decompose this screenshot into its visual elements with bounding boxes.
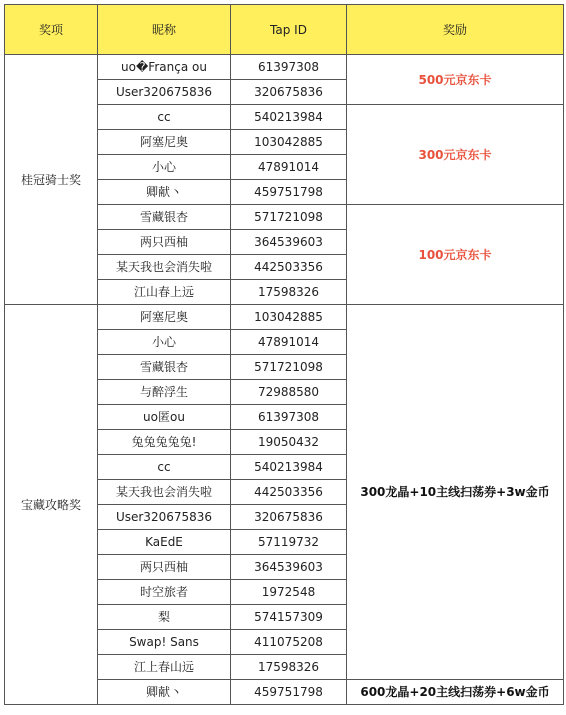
tap-id-cell: 364539603 xyxy=(231,555,347,580)
nickname-cell: 江上春山远 xyxy=(98,655,231,680)
nickname-cell: 小心 xyxy=(98,330,231,355)
nickname-cell: 时空旅者 xyxy=(98,580,231,605)
tap-id-cell: 574157309 xyxy=(231,605,347,630)
tap-id-cell: 540213984 xyxy=(231,105,347,130)
category-cell: 桂冠骑士奖 xyxy=(5,55,98,305)
header-tap-id: Tap ID xyxy=(231,5,347,55)
nickname-cell: 两只西柚 xyxy=(98,230,231,255)
tap-id-cell: 571721098 xyxy=(231,205,347,230)
nickname-cell: 梨 xyxy=(98,605,231,630)
tap-id-cell: 320675836 xyxy=(231,505,347,530)
nickname-cell: 小心 xyxy=(98,155,231,180)
reward-cell: 100元京东卡 xyxy=(347,205,564,305)
nickname-cell: 某天我也会消失啦 xyxy=(98,480,231,505)
tap-id-cell: 47891014 xyxy=(231,155,347,180)
nickname-cell: 江山春上远 xyxy=(98,280,231,305)
nickname-cell: uo�França ou xyxy=(98,55,231,80)
tap-id-cell: 411075208 xyxy=(231,630,347,655)
nickname-cell: 阿塞尼奥 xyxy=(98,305,231,330)
nickname-cell: 卿献丶 xyxy=(98,180,231,205)
tap-id-cell: 72988580 xyxy=(231,380,347,405)
header-nickname: 昵称 xyxy=(98,5,231,55)
tap-id-cell: 459751798 xyxy=(231,180,347,205)
tap-id-cell: 61397308 xyxy=(231,55,347,80)
header-row xyxy=(5,5,564,55)
tap-id-cell: 459751798 xyxy=(231,680,347,705)
nickname-cell: uo匿ou xyxy=(98,405,231,430)
table-row xyxy=(5,305,564,330)
header-category: 奖项 xyxy=(5,5,98,55)
nickname-cell: User320675836 xyxy=(98,505,231,530)
category-cell: 宝藏攻略奖 xyxy=(5,305,98,705)
reward-cell: 500元京东卡 xyxy=(347,55,564,105)
tap-id-cell: 17598326 xyxy=(231,655,347,680)
tap-id-cell: 17598326 xyxy=(231,280,347,305)
nickname-cell: 阿塞尼奥 xyxy=(98,130,231,155)
nickname-cell: 与醉浮生 xyxy=(98,380,231,405)
tap-id-cell: 540213984 xyxy=(231,455,347,480)
reward-cell: 600龙晶+20主线扫荡券+6w金币 xyxy=(347,680,564,705)
tap-id-cell: 320675836 xyxy=(231,80,347,105)
header-reward: 奖励 xyxy=(347,5,564,55)
nickname-cell: 兔兔兔兔兔! xyxy=(98,430,231,455)
tap-id-cell: 103042885 xyxy=(231,305,347,330)
tap-id-cell: 57119732 xyxy=(231,530,347,555)
table-body xyxy=(5,55,564,705)
tap-id-cell: 364539603 xyxy=(231,230,347,255)
nickname-cell: 雪藏银杏 xyxy=(98,355,231,380)
reward-cell: 300龙晶+10主线扫荡券+3w金币 xyxy=(347,305,564,680)
tap-id-cell: 1972548 xyxy=(231,580,347,605)
tap-id-cell: 442503356 xyxy=(231,480,347,505)
tap-id-cell: 442503356 xyxy=(231,255,347,280)
tap-id-cell: 103042885 xyxy=(231,130,347,155)
nickname-cell: 卿献丶 xyxy=(98,680,231,705)
nickname-cell: Swap! Sans xyxy=(98,630,231,655)
nickname-cell: cc xyxy=(98,455,231,480)
reward-table xyxy=(4,4,564,705)
reward-cell: 300元京东卡 xyxy=(347,105,564,205)
nickname-cell: 某天我也会消失啦 xyxy=(98,255,231,280)
table-row xyxy=(5,55,564,80)
nickname-cell: KaEdE xyxy=(98,530,231,555)
nickname-cell: cc xyxy=(98,105,231,130)
tap-id-cell: 61397308 xyxy=(231,405,347,430)
tap-id-cell: 47891014 xyxy=(231,330,347,355)
nickname-cell: 雪藏银杏 xyxy=(98,205,231,230)
tap-id-cell: 571721098 xyxy=(231,355,347,380)
nickname-cell: 两只西柚 xyxy=(98,555,231,580)
nickname-cell: User320675836 xyxy=(98,80,231,105)
tap-id-cell: 19050432 xyxy=(231,430,347,455)
